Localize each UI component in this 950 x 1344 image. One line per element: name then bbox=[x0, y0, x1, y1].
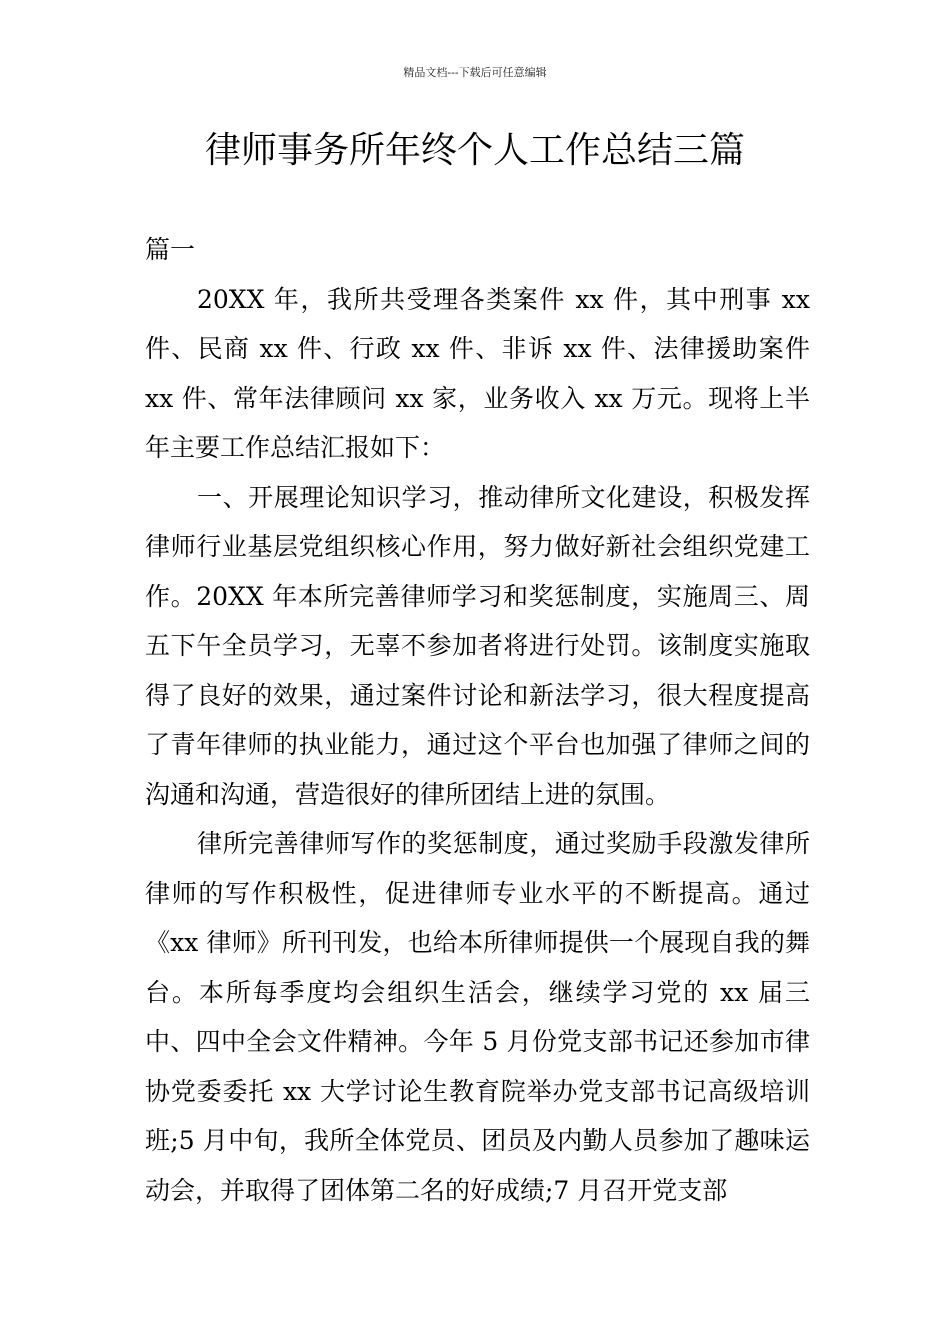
paragraph-2: 一、开展理论知识学习，推动律所文化建设，积极发挥律师行业基层党组织核心作用，努力做好新社会组织党建工作。20XX 年本所完善律师学习和奖惩制度，实施周三、周五下午全员学习，无辜不参加者将进行处罚。该制度实施取得了良好的效果，通过案件讨论和新法学习，很大程度提高了青年律师的执业能力，通过这个平台也加强了律师之间的沟通和沟通，营造很好的律所团结上进的氛围。 bbox=[145, 482, 810, 809]
document-title: 律师事务所年终个人工作总结三篇 bbox=[204, 130, 745, 171]
paragraph-1: 20XX 年，我所共受理各类案件 xx 件，其中刑事 xx 件、民商 xx 件、行政 xx 件、非诉 xx 件、法律援助案件 xx 件、常年法律顾问 xx 家，业务收入 xx 万元。现将上半年主要工作总结汇报如下： bbox=[145, 284, 810, 462]
paragraph-3: 律所完善律师写作的奖惩制度，通过奖励手段激发律所律师的写作积极性，促进律师专业水平的不断提高。通过《xx 律师》所刊刊发，也给本所律师提供一个展现自我的舞台。本所每季度均会组织生活会，继续学习党的 xx 届三中、四中全会文件精神。今年 5 月份党支部书记还参加市律协党委委托 xx 大学讨论生教育院举办党支部书记高级培训班;5 月中旬，我所全体党员、团员及内勤人员参加了趣味运动会，并取得了团体第二名的好成绩;7 月召开党支部 bbox=[145, 829, 810, 1205]
page-header: 精品文档---下载后可任意编辑 bbox=[403, 66, 547, 79]
section-heading: 篇一 bbox=[145, 235, 196, 264]
document-body bbox=[145, 225, 810, 1215]
